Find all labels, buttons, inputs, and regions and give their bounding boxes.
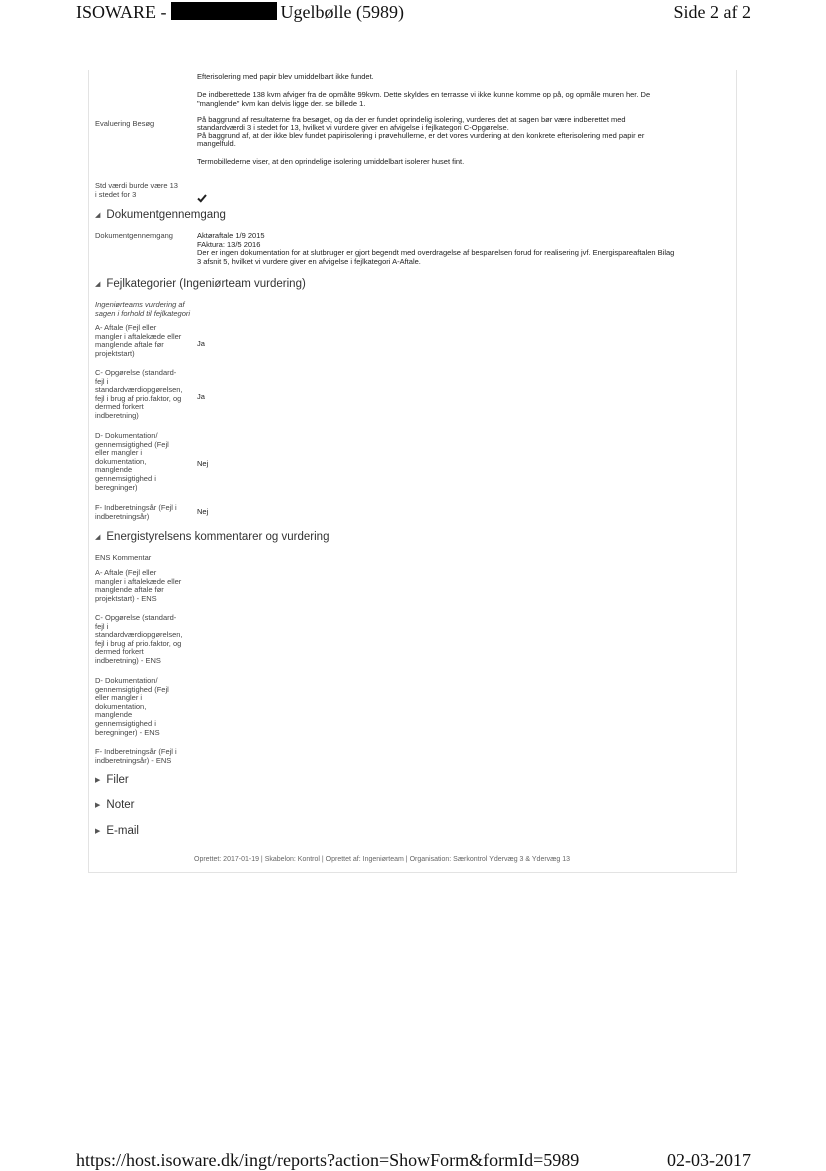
section-heading-ens[interactable]: ◢ Energistyrelsens kommentarer og vurdering: [95, 531, 330, 543]
ens-c-label: C- Opgørelse (standard- fejl i standardværdiopgørelsen, fejl i brug af prio.faktor, og dermed forkert indberetning) - ENS: [95, 613, 183, 665]
evaluation-text-3b: standardværdi 3 i stedet for 13, hvilket vi vurdere giver en afvigelse i fejlkategori C-Opgørelse.: [197, 123, 509, 132]
evaluation-text-4: Termobillederne viser, at den oprindelige isolering umiddelbart isolerer huset fint.: [197, 157, 465, 166]
print-url[interactable]: https://host.isoware.dk/ingt/reports?action=ShowForm&formId=5989: [76, 1150, 580, 1170]
ens-d-label: D- Dokumentation/ gennemsigtighed (Fejl eller mangler i dokumentation, manglende gennemsigtighed i beregninger) - ENS: [95, 676, 169, 737]
ens-f-label: F- Indberetningsår (Fejl i indberetningsår) - ENS: [95, 747, 177, 765]
section-email[interactable]: ▶ E-mail: [95, 825, 139, 837]
doc-review-text: Aktøraftale 1/9 2015 FAktura: 13/5 2016 Der er ingen dokumentation for at slutbruger er gjort begendt med overdragelse af besparelsen forud for realisering jvf. Energispareaftalen Bilag 3 afsnit 5, hvilket vi vurdere giver en afvigelse i fejlkategori A-Aftale.: [197, 231, 675, 266]
std-value-label: Std værdi burde være 13 i stedet for 3: [95, 181, 178, 199]
print-page-number: Side 2 af 2: [673, 2, 751, 22]
evaluation-text-3d: mangelfuld.: [197, 139, 236, 148]
category-c-value: Ja: [197, 392, 205, 401]
section-heading-error-categories[interactable]: ◢ Fejlkategorier (Ingeniørteam vurdering): [95, 278, 306, 290]
section-notes[interactable]: ▶ Noter: [95, 799, 135, 811]
evaluation-text-1: Efterisolering med papir blev umiddelbart ikke fundet.: [197, 72, 374, 81]
category-c-label: C- Opgørelse (standard- fejl i standardværdiopgørelsen, fejl i brug af prio.faktor, og dermed forkert indberetning): [95, 368, 183, 420]
expanded-triangle-icon: ◢: [95, 534, 101, 541]
evaluation-text-3a: På baggrund af resultaterne fra besøget, og da der er fundet oprindelig isolering, vurderes det at sagen bør være indberettet med: [197, 115, 626, 124]
section-files[interactable]: ▶ Filer: [95, 774, 129, 786]
evaluation-text-3c: På baggrund af, at der ikke blev fundet papirisolering i prøvehullerne, er det vores vurdering at den konkrete efterisolering med papir er: [197, 131, 645, 140]
checkmark-icon: [197, 193, 207, 203]
expanded-triangle-icon: ◢: [95, 212, 101, 219]
error-categories-intro: Ingeniørteams vurdering af sagen i forhold til fejlkategori: [95, 300, 191, 318]
doc-review-label: Dokumentgennemgang: [95, 231, 173, 240]
expanded-triangle-icon: ◢: [95, 281, 101, 288]
category-d-value: Nej: [197, 459, 209, 468]
evaluation-text-2b: "manglende" kvm kan delvis ligge der. se billede 1.: [197, 99, 366, 108]
print-header-title: ISOWARE - Ugelbølle (5989): [76, 2, 404, 22]
redaction-bar: [171, 2, 277, 20]
collapsed-triangle-icon: ▶: [95, 828, 101, 835]
section-heading-document-review[interactable]: ◢ Dokumentgennemgang: [95, 209, 226, 221]
category-f-label: F- Indberetningsår (Fejl i indberetningsår): [95, 503, 177, 521]
category-a-label: A- Aftale (Fejl eller mangler i aftalekæde eller manglende aftale før projektstart): [95, 323, 182, 358]
ens-comment-label: ENS Kommentar: [95, 553, 152, 562]
print-date: 02-03-2017: [667, 1150, 751, 1170]
category-d-label: D- Dokumentation/ gennemsigtighed (Fejl eller mangler i dokumentation, manglende gennemsigtighed i beregninger): [95, 431, 169, 492]
category-a-value: Ja: [197, 339, 205, 348]
evaluation-label: Evaluering Besøg: [95, 119, 155, 128]
ens-a-label: A- Aftale (Fejl eller mangler i aftalekæde eller manglende aftale før projektstart) - ENS: [95, 568, 182, 603]
record-metadata: Oprettet: 2017-01-19 | Skabelon: Kontrol | Oprettet af: Ingeniørteam | Organisation: Særkontrol Ydervæg 3 & Ydervæg 13: [194, 856, 571, 863]
evaluation-text-2a: De indberettede 138 kvm afviger fra de opmålte 99kvm. Dette skyldes en terrasse vi ikke kunne komme op på, og opmåle muren her. De: [197, 90, 651, 99]
collapsed-triangle-icon: ▶: [95, 777, 101, 784]
category-f-value: Nej: [197, 507, 209, 516]
collapsed-triangle-icon: ▶: [95, 802, 101, 809]
